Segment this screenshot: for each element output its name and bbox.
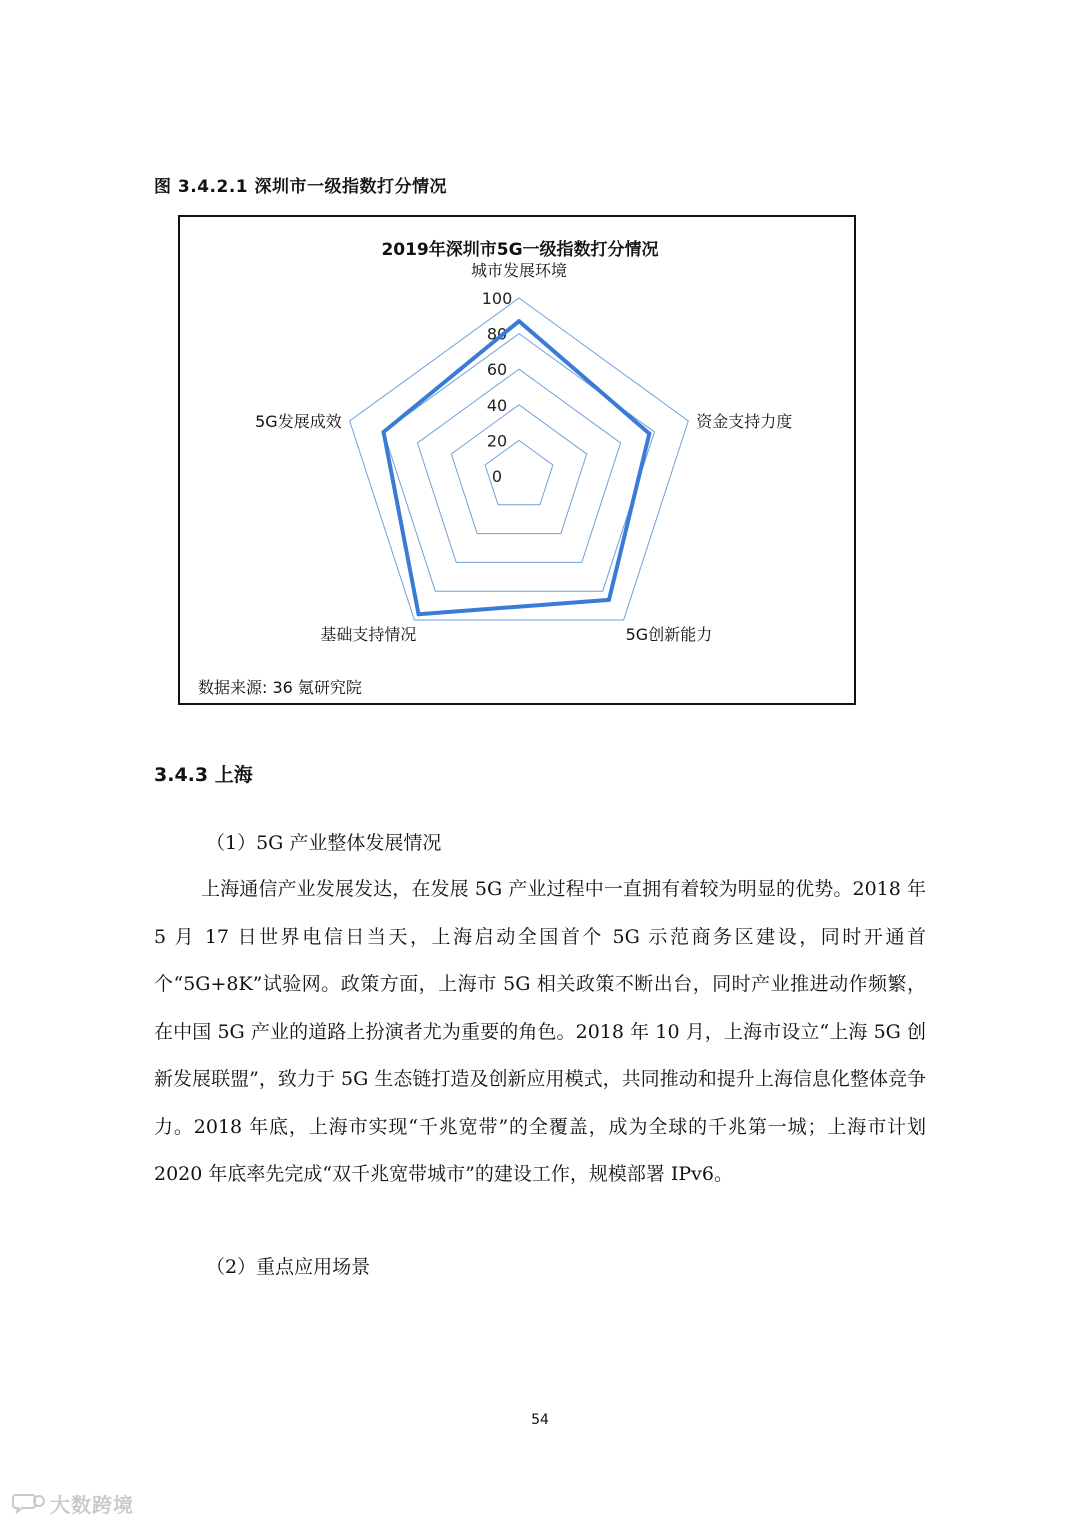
tick-label: 60 <box>486 360 508 380</box>
tick-label: 100 <box>481 289 513 308</box>
data-point <box>647 432 651 436</box>
watermark-text: 大数跨境 <box>50 1492 134 1517</box>
subheading-industry-overview: （1）5G 产业整体发展情况 <box>206 832 442 854</box>
axis-label: 5G发展成效 <box>255 411 342 431</box>
radar-chart-frame <box>178 215 856 705</box>
tick-label: 0 <box>491 467 503 486</box>
axis-label: 资金支持力度 <box>696 411 793 431</box>
tick-label: 20 <box>486 431 508 451</box>
data-point <box>382 430 386 434</box>
data-source-note: 数据来源: 36 氪研究院 <box>198 678 362 697</box>
figure-caption: 图 3.4.2.1 深圳市一级指数打分情况 <box>154 177 448 197</box>
subheading-application-scenarios: （2）重点应用场景 <box>206 1256 371 1278</box>
section-heading: 3.4.3 上海 <box>154 764 253 786</box>
chart-title: 2019年深圳市5G一级指数打分情况 <box>381 240 659 260</box>
radar-chart <box>180 217 854 703</box>
page-number: 54 <box>531 1412 549 1428</box>
body-paragraph: 上海通信产业发展发达，在发展 5G 产业过程中一直拥有着较为明显的优势。2018 年 5 月 17 日世界电信日当天，上海启动全国首个 5G 示范商务区建设，同时开通首个“5G+8K”试验网。政策方面，上海市 5G 相关政策不断出台，同时产业推进动作频繁，在中国 5G 产业的道路上扮演者尤为重要的角色。2018 年 10 月，上海市设立“上海 5G 创新发展联盟”，致力于 5G 生态链打造及创新应用模式，共同推动和提升上海信息化整体竞争力。2018 年底，上海市实现“千兆宽带”的全覆盖，成为全球的千兆第一城；上海市计划 2020 年底率先完成“双千兆宽带城市”的建设工作，规模部署 IPv6。 <box>154 878 926 1185</box>
data-point <box>517 319 521 323</box>
axis-label: 城市发展环境 <box>470 261 568 280</box>
data-point <box>417 612 421 616</box>
grid-ring-100 <box>350 298 689 620</box>
tick-label: 80 <box>486 324 508 344</box>
axis-label: 5G创新能力 <box>625 625 713 645</box>
axis-label: 基础支持情况 <box>320 625 417 645</box>
data-point <box>607 598 611 602</box>
tick-label: 40 <box>486 395 508 415</box>
watermark <box>12 1490 134 1516</box>
speech-bubble-icon <box>12 1492 46 1514</box>
grid-ring-40 <box>451 405 586 534</box>
